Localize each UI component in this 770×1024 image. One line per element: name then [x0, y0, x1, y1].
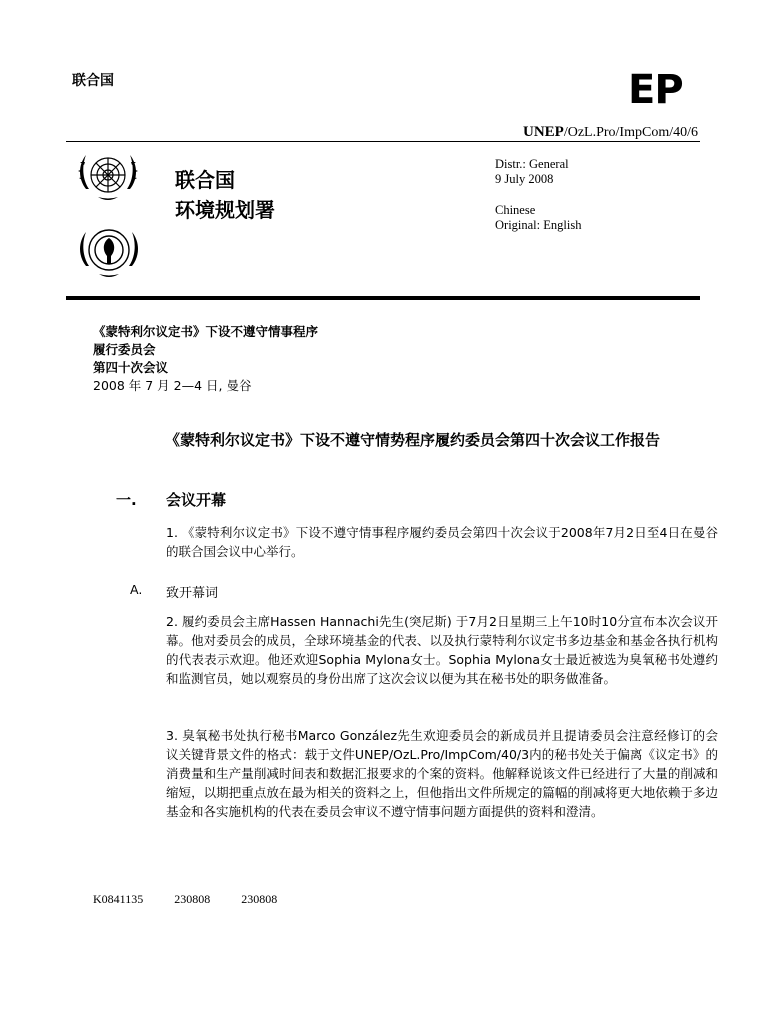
footer-date-1: 230808 — [174, 892, 211, 906]
meeting-dates-venue: 2008 年 7 月 2—4 日, 曼谷 — [93, 378, 252, 393]
header-thick-rule — [66, 296, 700, 300]
distribution-block — [495, 157, 581, 233]
organization-name — [175, 165, 275, 225]
meeting-info — [93, 323, 318, 395]
un-emblem-icon — [72, 147, 144, 207]
footer-job-number: K0841135 — [93, 892, 144, 906]
document-language: Chinese — [495, 203, 536, 217]
header-rule — [66, 141, 700, 142]
organization-name-line2: 环境规划署 — [175, 198, 275, 222]
unep-emblem-icon — [74, 220, 144, 282]
symbol-rest: /OzL.Pro/ImpCom/40/6 — [563, 125, 698, 140]
paragraph-1: 1. 《蒙特利尔议定书》下设不遵守情事程序履约委员会第四十次会议于2008年7月2日至4日在曼谷的联合国会议中心举行。 — [166, 525, 718, 559]
report-title: 《蒙特利尔议定书》下设不遵守情势程序履约委员会第四十次会议工作报告 — [165, 431, 661, 449]
footer-date-2: 230808 — [241, 892, 278, 906]
section-title: 会议开幕 — [166, 491, 227, 509]
paragraph-2: 2. 履约委员会主席Hassen Hannachi先生(突尼斯) 于7月2日星期三上午10时10分宣布本次会议开幕。他对委员会的成员，全球环境基金的代表、以及执行蒙特利尔议定书多边基金和基金各执行机构的代表表示欢迎。他还欢迎Sophia Mylona女士。Sophia Mylona女士最近被选为臭氧秘书处遵约和监测官员，她以观察员的身份出席了这次会议以便为其在秘书处的职务做准备。 — [166, 614, 718, 686]
meeting-line-protocol: 《蒙特利尔议定书》下设不遵守情事程序 — [93, 324, 319, 339]
footer-job-info — [93, 892, 305, 907]
meeting-line-committee: 履行委员会 — [93, 342, 156, 357]
symbol-lead: UNEP — [522, 124, 564, 140]
document-date: 9 July 2008 — [495, 172, 554, 186]
ep-mark: EP — [628, 67, 683, 113]
header-org-label: 联合国 — [72, 73, 114, 89]
distribution: Distr.: General — [495, 157, 569, 171]
document-symbol — [523, 124, 698, 141]
subsection-title: 致开幕词 — [166, 586, 219, 601]
subsection-number: A. — [130, 582, 143, 597]
meeting-line-session: 第四十次会议 — [93, 360, 169, 375]
original-language: Original: English — [495, 218, 582, 232]
section-number: 一. — [116, 491, 137, 509]
organization-name-line1: 联合国 — [175, 168, 235, 192]
paragraph-3: 3. 臭氧秘书处执行秘书Marco González先生欢迎委员会的新成员并且提请委员会注意经修订的会议关键背景文件的格式：载于文件UNEP/OzL.Pro/ImpCom/40/3内的秘书处关于偏离《议定书》的消费量和生产量削减时间表和数据汇报要求的个案的资料。他解释说该文件已经进行了大量的削减和缩短，以期把重点放在最为相关的资料之上，但他指出文件所规定的篇幅的削减将更大地依赖于多边基金和各实施机构的代表在委员会审议不遵守情事问题方面提供的资料和澄清。 — [166, 728, 718, 819]
